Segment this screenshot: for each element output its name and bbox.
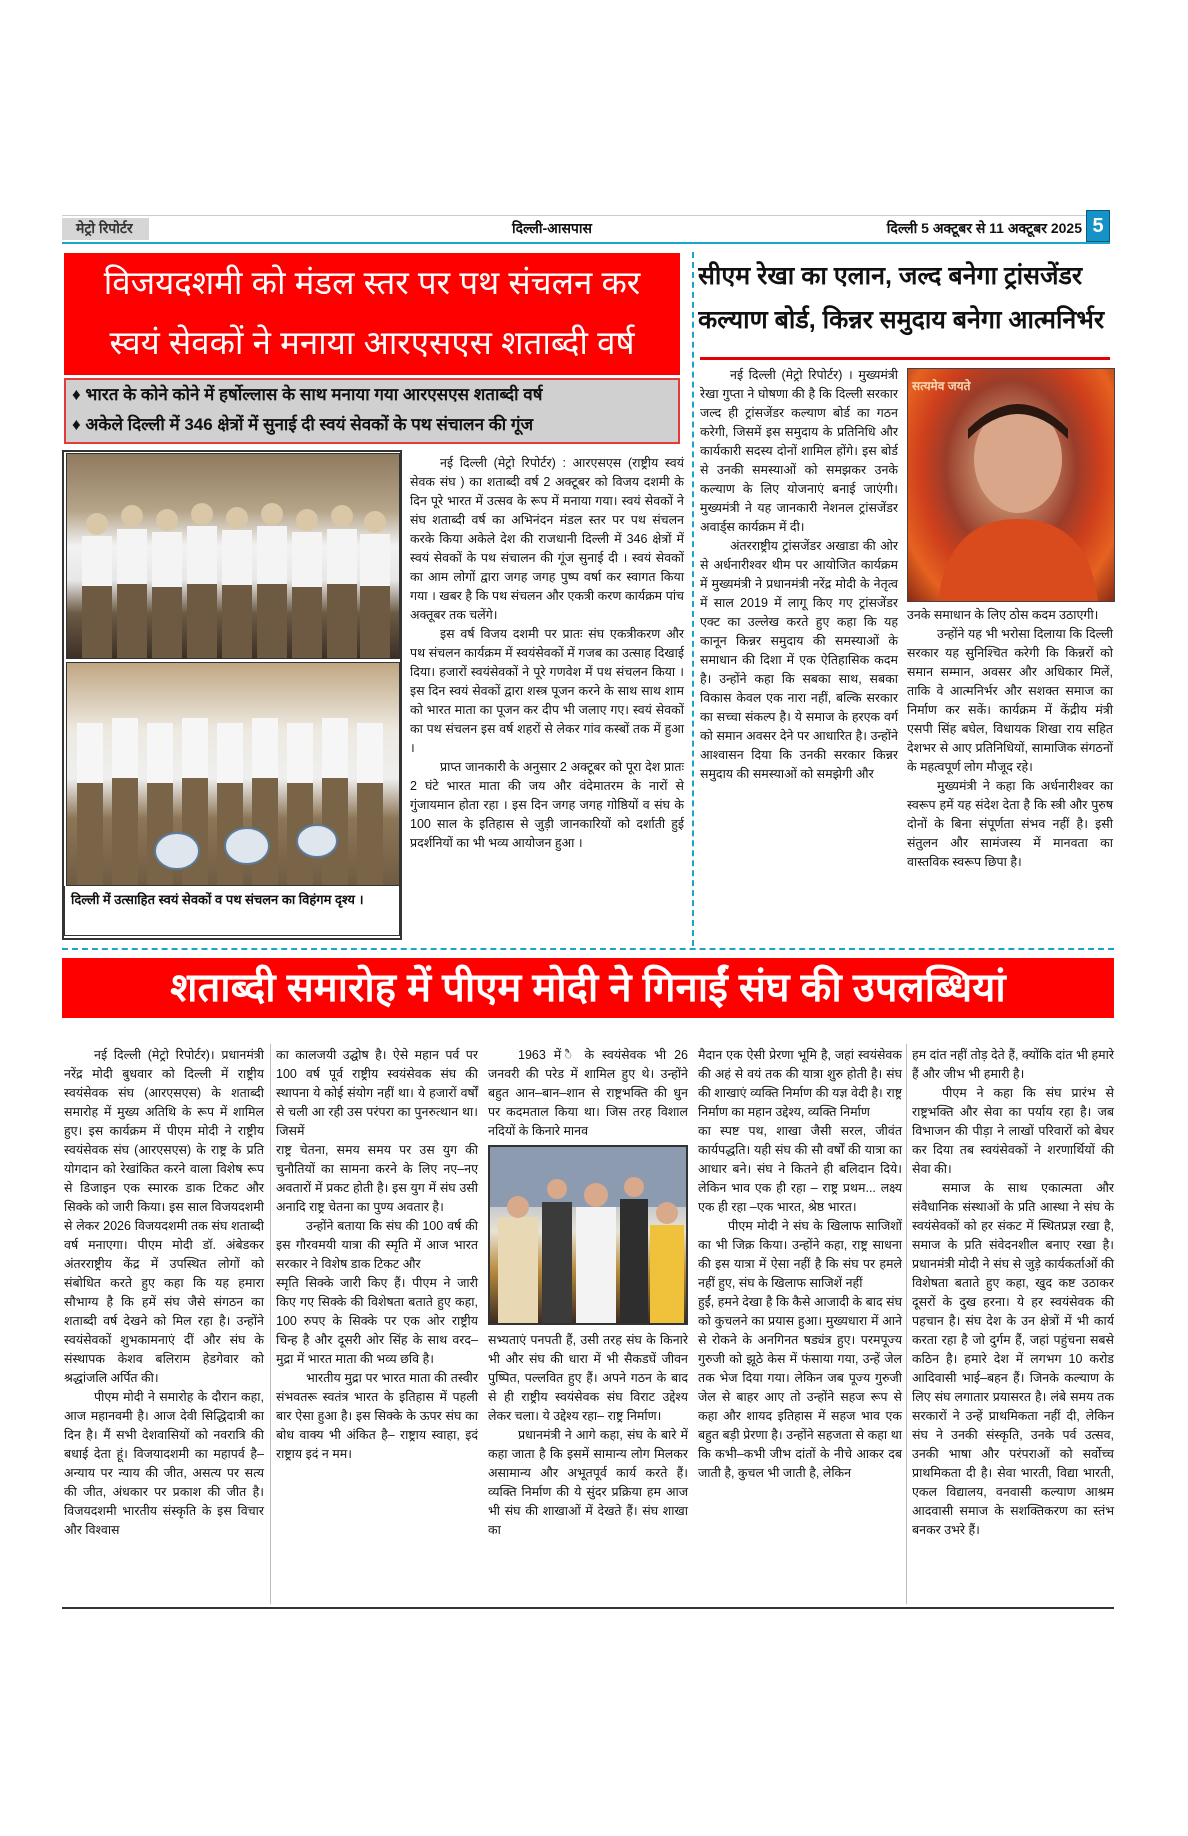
story1-photo-caption: दिल्ली में उत्साहित स्वयं सेवकों व पथ संचलन का विहंगम दृश्य । [64, 886, 400, 936]
pm-modi-event-photo [488, 1145, 688, 1325]
story3-paragraph: पीएम ने कहा कि संघ प्रारंभ से राष्ट्रभक्ति और सेवा का पर्याय रहा है। जब विभाजन की पीड़ा ने लाखों परिवारों को बेघर कर दिया तब स्वयंसेवकों ने शरणार्थियों की सेवा की। [912, 1086, 1114, 1176]
story3-paragraph: हुईं, हमने देखा है कि कैसे आजादी के बाद संघ को कुचलने का प्रयास हुआ। मुख्यधारा में आने से रोकने के अनगिनत षड्यंत्र हुए। परमपूज्य गुरुजी को झूठे केस में फंसाया गया, उन्हें जेल तक भेज दिया गया। लेकिन जब पूज्य गुरुजी जेल से बाहर आए तो उन्होंने सहज रूप से कहा और शायद इतिहास में सहज भाव एक बहुत बड़ी प्रेरणा है। उन्होंने सहजता से कहा था कि कभी–कभी जीभ दांतों के नीचे आकर दब जाती है, कुचल भी जाती है, लेकिन [698, 1295, 902, 1480]
story3-column-3 [488, 1046, 688, 1540]
story1-photo-volunteers-group [66, 453, 400, 659]
story1-headline-line-2: स्वयं सेवकों ने मनाया आरएसएस शताब्दी वर्ष [109, 324, 635, 361]
column-divider [692, 252, 694, 946]
story3-paragraph: मैदान एक ऐसी प्रेरणा भूमि है, जहां स्वयंसेवक की अहं से वयं तक की यात्रा शुरु होती है। संघ की शाखाएं व्यक्ति निर्माण की यज्ञ वेदी है। राष्ट्र निर्माण का महान उद्देश्य, व्यक्ति निर्माण [698, 1048, 902, 1119]
story3-column-2 [276, 1046, 478, 1464]
photo-seal-text: सत्यमेव जयते [912, 379, 971, 393]
story3-paragraph: नई दिल्ली (मेट्रो रिपोर्टर)। प्रधानमंत्री नरेंद्र मोदी बुधवार को दिल्ली में राष्ट्रीय स्वयंसेवक संघ (आरएसएस) के शताब्दी समारोह में मुख्य अतिथि के रूप में शामिल हुए। इस कार्यक्रम में पीएम मोदी ने राष्ट्रीय स्वयंसेवक संघ (आरएसएस) के राष्ट्र के प्रति योगदान को रेखांकित करने वाला विशेष रूप से डिजाइन एक स्मारक डाक टिकट और सिक्के को जारी किया। इस साल विजयदशमी से लेकर 2026 विजयदशमी तक संघ शताब्दी वर्ष मनाएगा। पीएम मोदी डॉ. अंबेडकर अंतरराष्ट्रीय केंद्र में उपस्थित लोगों को संबोधित करते हुए कहा कि यह हमारा सौभाग्य है कि हमें संघ जैसे संगठन का शताब्दी वर्ष देखने को मिल रहा है। उन्होंने स्वयंसेवकों शुभकामनाएं दीं और संघ के संस्थापक केशव बलिराम हेडगेवार को श्रद्धांजलि अर्पित की। [64, 1048, 264, 1385]
story3-column-5 [912, 1046, 1114, 1540]
event-photo-illustration [490, 1147, 686, 1323]
story2-paragraph: मुख्यमंत्री ने कहा कि अर्धनारीश्वर का स्वरूप हमें यह संदेश देता है कि स्त्री और पुरुष दोनों के बिना संपूर्णता संभव नहीं है। इसी संतुलन और सामंजस्य में मानवता का वास्तविक स्वरूप छिपा है। [907, 779, 1113, 869]
edition-dates: दिल्ली 5 अक्टूबर से 11 अक्टूबर 2025 [886, 220, 1082, 236]
march-photo-illustration [67, 663, 399, 885]
story2-column-1 [700, 366, 898, 784]
story2-paragraph: अंतरराष्ट्रीय ट्रांसजेंडर अखाडा की ओर से अर्धनारीश्वर थीम पर आयोजित कार्यक्रम में मुख्यमंत्री ने प्रधानमंत्री नरेंद्र मोदी के नेतृत्व में साल 2019 में लागू किए गए ट्रांसजेंडर एक्ट का उल्लेख करते हुए कहा कि यह कानून किन्नर समुदाय की समस्याओं के समाधान की दिशा में एक ऐतिहासिक कदम है। उन्होंने कहा कि सबका साथ, सबका विकास केवल एक नारा नहीं, बल्कि सरकार का सच्चा संकल्प है। ये समाज के हरएक वर्ग को समान अवसर देने पर आधारित है। उन्होंने आश्वासन दिया कि उनकी सरकार किन्नर समुदाय की समस्याओं को समझेगी और [700, 539, 898, 781]
chief-minister-photo [907, 368, 1115, 602]
story3-headline: शताब्दी समारोह में पीएम मोदी ने गिनाईं संघ की उपलब्धियां [62, 958, 1114, 1018]
story3-column-4-wrap [698, 1122, 902, 1293]
story2-headline-line-2: कल्याण बोर्ड, किन्नर समुदाय बनेगा आत्मनिर्भर [698, 306, 1105, 334]
section-name: दिल्ली-आसपास [512, 220, 592, 236]
page-bottom-rule [62, 1607, 1114, 1609]
story2-paragraph: नई दिल्ली (मेट्रो रिपोर्टर) । मुख्यमंत्री रेखा गुप्ता ने घोषणा की है कि दिल्ली सरकार जल्द ही ट्रांसजेंडर कल्याण बोर्ड का गठन करेगी, जिसमें इस समुदाय के प्रतिनिधि और कार्यकारी सदस्य दोनों शामिल होंगे। इस बोर्ड से उनकी समस्याओं को समझकर उनके कल्याण के लिए योजनाएं बनाई जाएंगी। मुख्यमंत्री ने यह जानकारी नेशनल ट्रांसजेंडर अवार्ड्स कार्यक्रम में दी। [700, 368, 898, 534]
story2-paragraph: उनके समाधान के लिए ठोस कदम उठाएगी। [907, 608, 1099, 622]
headline-underline [700, 357, 1110, 360]
story3-paragraph: का स्पष्ट पथ, शाखा जैसी सरल, जीवंत कार्यपद्धति। यही संघ की सौ वर्षों की यात्रा का आधार बने। संघ ने कितने ही बलिदान दिये। लेकिन भाव एक ही रहा – राष्ट्र प्रथम... लक्ष्य एक ही रहा –एक भारत, श्रेष्ठ भारत। [698, 1124, 902, 1214]
story1-subheadlines [64, 378, 680, 444]
story2-paragraph: उन्होंने यह भी भरोसा दिलाया कि दिल्ली सरकार यह सुनिश्चित करेगी कि किन्नरों को समान सम्मान, अवसर और अधिकार मिलें, ताकि वे आत्मनिर्भर और सशक्त समाज का निर्माण कर सकें। कार्यक्रम में केंद्रीय मंत्री एसपी सिंह बघेल, विधायक शिखा राय सहित देशभर से आए प्रतिनिधियों, सामाजिक संगठनों के महत्वपूर्ण लोग मौजूद रहे। [907, 627, 1113, 774]
story1-paragraph: नई दिल्ली (मेट्रो रिपोर्टर) : आरएसएस (राष्ट्रीय स्वयं सेवक संघ ) का शताब्दी वर्ष 2 अक्टूबर को विजय दशमी के दिन पूरे भारत में उत्सव के रूप में मनाया गया। स्वयं सेवकों ने संघ शताब्दी वर्ष का अभिनंदन मंडल स्तर पर पथ संचलन करके किया अकेले देश की राजधानी दिल्ली में 346 क्षेत्रों में स्वयं सेवकों के पथ संचालन की गूंज सुनाई दी । स्वयं सेवकों का आम लोगों द्वारा जगह जगह पुष्प वर्षा कर स्वागत किया गया । खबर है कि पथ संचलन और एकत्री करण कार्यक्रम पांच अक्तूबर तक चलेंगे। [410, 456, 684, 622]
story3-column-1 [64, 1046, 264, 1540]
story3-paragraph: राष्ट्र चेतना, समय समय पर उस युग की चुनौतियों का सामना करने के लिए नए–नए अवतारों में प्रकट होती है। इस युग में संघ उसी अनादि राष्ट्र चेतना का पुण्य अवतार है। [276, 1143, 478, 1214]
page-number: 5 [1086, 210, 1110, 242]
column-rule [270, 1044, 271, 1604]
story1-headline-line-1: विजयदशमी को मंडल स्तर पर पथ संचलन कर [103, 264, 641, 301]
story2-column-2 [907, 606, 1113, 872]
page-header [62, 215, 1110, 244]
column-rule [906, 1044, 907, 1604]
story3-paragraph: उन्होंने बताया कि संघ की 100 वर्ष की इस गौरवमयी यात्रा की स्मृति में आज भारत सरकार ने विशेष डाक टिकट और [276, 1219, 478, 1271]
story1-photo-march [66, 662, 400, 886]
story3-paragraph: पीएम मोदी ने संघ के खिलाफ साजिशों का भी जिक्र किया। उन्होंने कहा, राष्ट्र साधना की इस यात्रा में ऐसा नहीं है कि संघ पर हमले नहीं हुए, संघ के खिलाफ साजिशें नहीं [698, 1219, 902, 1290]
section-divider [62, 948, 1114, 950]
story3-paragraph: समाज के साथ एकात्मता और संवैधानिक संस्थाओं के प्रति आस्था ने संघ के स्वयंसेवकों को हर संकट में स्थितप्रज्ञ रखा है, समाज के प्रति संवेदनशील बनाए रखा है। प्रधानमंत्री मोदी ने संघ से जुड़े कार्यकर्ताओं की विशेषता बताते हुए कहा, खुद कष्ट उठाकर दूसरों के दुख हरना। ये हर स्वयंसेवक की पहचान है। संघ देश के उन क्षेत्रों में भी कार्य करता रहा है जो दुर्गम हैं, जहां पहुंचना सबसे कठिन है। हमारे देश में लगभग 10 करोड आदिवासी भाई–बहन हैं। जिनके कल्याण के लिए संघ लगातार प्रयासरत है। लंबे समय तक सरकारों ने उन्हें प्राथमिकता नहीं दी, लेकिन संघ ने उनकी संस्कृति, उनके पर्व उत्सव, उनकी भाषा और परंपराओं को सर्वोच्च प्राथमिकता दी है। सेवा भारती, विद्या भारती, एकल विद्यालय, वनवासी कल्याण आश्रम आदवासी समाज के सशक्तिकरण का स्तंभ बनकर उभरे हैं। [912, 1181, 1114, 1537]
story1-bullet-1: ♦ भारत के कोने कोने में हर्षोल्लास के साथ मनाया गया आरएसएस शताब्दी वर्ष [72, 385, 543, 404]
story3-paragraph: प्रधानमंत्री ने आगे कहा, संघ के बारे में कहा जाता है कि इसमें सामान्य लोग मिलकर असामान्य और अभूतपूर्व कार्य करते हैं। व्यक्ति निर्माण की ये सुंदर प्रक्रिया हम आज भी संघ की शाखाओं में देखते हैं। संघ शाखा का [488, 1428, 688, 1537]
story3-column-2-wrap [276, 1141, 478, 1274]
story1-body [410, 454, 684, 853]
story1-bullet-2: ♦ अकेले दिल्ली में 346 क्षेत्रों में सुनाई दी स्वयं सेवकों के पथ संचालन की गूंज [72, 415, 534, 434]
publication-name: मेट्रो रिपोर्टर [62, 218, 149, 240]
story3-paragraph: 1963 में ै के स्वयंसेवक भी 26 जनवरी की परेड में शामिल हुए थे। उन्होंने बहुत आन–बान–शान से राष्ट्रभक्ति की धुन पर कदमताल किया था। जिस तरह विशाल नदियों के किनारे मानव [488, 1048, 688, 1138]
story3-paragraph: पीएम मोदी ने समारोह के दौरान कहा, आज महानवमी है। आज देवी सिद्धिदात्री का दिन है। मैं सभी देशवासियों को नवरात्रि की बधाई देता हूं। विजयादशमी का महापर्व है– अन्याय पर न्याय की जीत, असत्य पर सत्य की जीत, अंधकार पर प्रकाश की जीत है। विजयदशमी भारतीय संस्कृति के इस विचार और विश्वास [64, 1390, 264, 1537]
story3-paragraph: हम दांत नहीं तोड़ देते हैं, क्योंकि दांत भी हमारे हैं और जीभ भी हमारी है। [912, 1048, 1114, 1081]
story3-paragraph: सभ्यताएं पनपती हैं, उसी तरह संघ के किनारे भी और संघ की धारा में भी सैकडघें जीवन पुष्पित, पल्लवित हुए हैं। अपने गठन के बाद से ही राष्ट्रीय स्वयंसेवक संघ विराट उद्देश्य लेकर चला। ये उद्देश्य रहा– राष्ट्र निर्माण। [488, 1333, 688, 1423]
story2-headline-line-1: सीएम रेखा का एलान, जल्द बनेगा ट्रांसजेंडर [698, 262, 1083, 290]
story1-paragraph: प्राप्त जानकारी के अनुसार 2 अक्टूबर को पूरा देश प्रातः 2 घंटे भारत माता की जय और वंदेमातरम के नारों से गुंजायमान होता रहा । इस दिन जगह जगह गोष्ठियों व संघ के 100 साल के इतिहास से जुड़ी जानकारियों को दर्शाती हुई प्रदर्शनियों का भी भव्य आयोजन हुआ । [410, 760, 684, 850]
story3-paragraph: स्मृति सिक्के जारी किए हैं। पीएम ने जारी किए गए सिक्के की विशेषता बताते हुए कहा, 100 रुपए के सिक्के पर एक ओर राष्ट्रीय चिन्ह है और दूसरी ओर सिंह के साथ वरद–मुद्रा में भारत माता की भव्य छवि है। [276, 1276, 478, 1366]
group-photo-illustration [67, 454, 399, 658]
story3-paragraph: का कालजयी उद्घोष है। ऐसे महान पर्व पर 100 वर्ष पूर्व राष्ट्रीय स्वयंसेवक संघ की स्थापना ये कोई संयोग नहीं था। ये हजारों वर्षों से चली आ रही उस परंपरा का पुनरुत्थान था। जिसमें [276, 1048, 478, 1138]
story3-column-4 [698, 1046, 902, 1483]
story3-paragraph: भारतीय मुद्रा पर भारत माता की तस्वीर संभवतरू स्वतंत्र भारत के इतिहास में पहली बार ऐसा हुआ है। इस सिक्के के ऊपर संघ का बोध वाक्य भी अंकित है– राष्ट्राय स्वाहा, इदं राष्ट्राय इदं न मम। [276, 1371, 478, 1461]
portrait-illustration [908, 369, 1114, 601]
story1-headline [64, 253, 680, 375]
story2-headline [698, 254, 1110, 342]
story1-paragraph: इस वर्ष विजय दशमी पर प्रातः संघ एकत्रीकरण और पथ संचलन कार्यक्रम में स्वयंसेवकों में गजब का उत्साह दिखाई दिया। हजारों स्वयंसेवकों ने पूरे गणवेश में पथ संचलन किया । इस दिन स्वयं सेवकों द्वारा शस्त्र पूजन करने के साथ साथ शाम को भारत माता का पूजन कर दीप भी जलाए गए। स्वयं सेवकों का पथ संचलन इस वर्ष शहरों से लेकर गांव कस्बों तक में हुआ । [410, 627, 684, 755]
